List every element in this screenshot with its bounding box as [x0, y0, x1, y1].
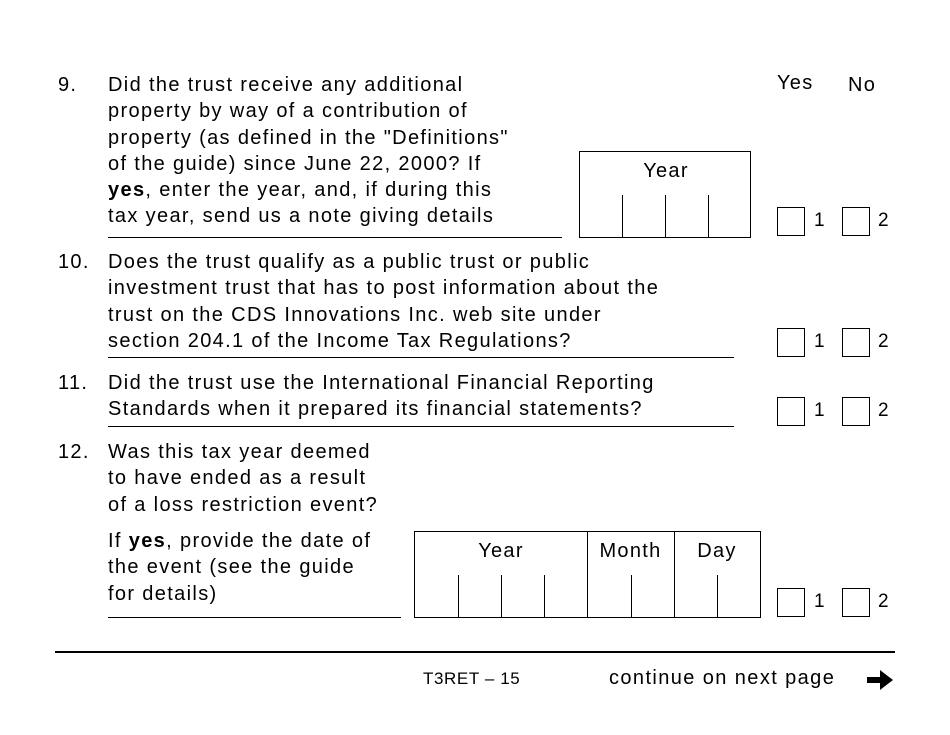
- question-12-date-box[interactable]: [414, 531, 761, 618]
- year-digit-divider: [458, 575, 459, 618]
- year-digit-divider: [501, 575, 502, 618]
- question-12-if-prefix: If: [108, 530, 129, 552]
- no-column-header: No: [848, 74, 877, 96]
- question-11-text: [108, 370, 655, 423]
- question-12-if-line: [108, 528, 371, 554]
- question-10-yes-checkbox[interactable]: [777, 328, 805, 357]
- question-11-yes-checkbox[interactable]: [777, 397, 805, 426]
- question-12-text: [108, 439, 378, 518]
- question-11-number: 11.: [58, 372, 89, 394]
- question-9-yes-code: 1: [814, 210, 825, 231]
- question-10-no-checkbox[interactable]: [842, 328, 870, 357]
- question-9-yes-emphasis: yes: [108, 179, 146, 202]
- day-digit-divider: [717, 575, 718, 618]
- year-digit-divider: [622, 195, 623, 238]
- question-10-no-code: 2: [878, 331, 889, 352]
- question-9-yes-checkbox[interactable]: [777, 207, 805, 236]
- question-9-line-2: property by way of a contribution of: [108, 100, 468, 123]
- question-11-underline: [108, 426, 734, 427]
- question-9-line-1: Did the trust receive any additional: [108, 74, 464, 96]
- question-10-line-1: Does the trust qualify as a public trust or public: [108, 251, 591, 273]
- form-page-id: T3RET – 15: [423, 669, 521, 688]
- question-9-line-5-rest: , enter the year, and, if during this: [145, 179, 493, 202]
- question-11-line-2: Standards when it prepared its financial statements?: [108, 398, 643, 421]
- question-12-number: 12.: [58, 441, 90, 463]
- month-digit-divider: [631, 575, 632, 618]
- question-12-line-2: to have ended as a result: [108, 467, 367, 490]
- question-9-line-4: of the guide) since June 22, 2000? If: [108, 152, 482, 175]
- question-10-text: [108, 249, 659, 354]
- yes-column-header: Yes: [777, 72, 814, 94]
- question-9-line-5: [108, 177, 509, 203]
- question-12-if-line-2: the event (see the guide: [108, 556, 355, 579]
- question-9-no-checkbox[interactable]: [842, 207, 870, 236]
- question-10-line-2: investment trust that has to post information about the: [108, 277, 660, 300]
- right-arrow-icon: [866, 668, 894, 692]
- question-11-line-1: Did the trust use the International Financial Reporting: [108, 372, 655, 394]
- question-12-if-rest: , provide the date of: [166, 530, 372, 552]
- question-9-underline: [108, 237, 562, 238]
- question-9-number: 9.: [58, 74, 78, 96]
- question-10-line-4: section 204.1 of the Income Tax Regulations?: [108, 329, 572, 352]
- question-12-year-label: Year: [478, 540, 524, 562]
- question-12-yes-code: 1: [814, 591, 825, 612]
- question-12-yes-checkbox[interactable]: [777, 588, 805, 617]
- question-10-number: 10.: [58, 251, 90, 273]
- question-11-no-code: 2: [878, 400, 889, 421]
- question-9-line-3: property (as defined in the "Definitions": [108, 126, 509, 149]
- year-digit-divider: [708, 195, 709, 238]
- question-12-month-label: Month: [599, 540, 662, 562]
- footer-divider: [55, 651, 895, 653]
- question-12-yes-emphasis: yes: [128, 530, 167, 552]
- question-9-line-6: tax year, send us a note giving details: [108, 205, 495, 228]
- year-digit-divider: [665, 195, 666, 238]
- question-12-underline: [108, 617, 401, 618]
- continue-next-page-text: continue on next page: [609, 667, 836, 689]
- question-10-underline: [108, 357, 734, 358]
- question-12-no-checkbox[interactable]: [842, 588, 870, 617]
- question-9-year-label: Year: [643, 160, 689, 182]
- question-12-if-line-3: for details): [108, 582, 218, 605]
- question-9-text: [108, 72, 509, 230]
- question-10-line-3: trust on the CDS Innovations Inc. web site under: [108, 303, 602, 326]
- question-12-no-code: 2: [878, 591, 889, 612]
- question-9-no-code: 2: [878, 210, 889, 231]
- question-11-yes-code: 1: [814, 400, 825, 421]
- question-11-no-checkbox[interactable]: [842, 397, 870, 426]
- question-12-date-instructions: [108, 528, 371, 607]
- question-9-year-box[interactable]: [579, 151, 751, 238]
- question-12-day-label: Day: [697, 540, 737, 562]
- question-10-yes-code: 1: [814, 331, 825, 352]
- question-12-line-3: of a loss restriction event?: [108, 493, 379, 516]
- question-12-line-1: Was this tax year deemed: [108, 441, 371, 463]
- year-digit-divider: [544, 575, 545, 618]
